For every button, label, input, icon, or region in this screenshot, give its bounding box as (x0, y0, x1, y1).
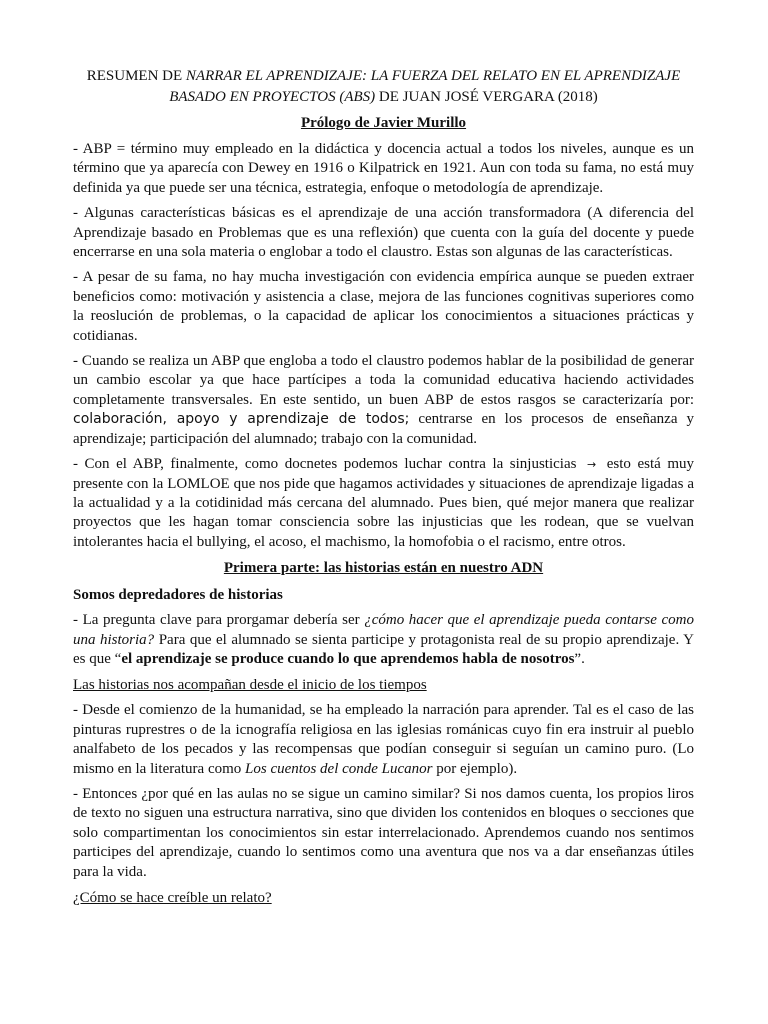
subheading-underlined: ¿Cómo se hace creíble un relato? (73, 890, 272, 906)
paragraph-text: - Con el ABP, finalmente, como docnetes podemos luchar contra la sinjusticias (73, 456, 584, 473)
subheading: Somos depredadores de historias (73, 587, 283, 604)
paragraph (73, 701, 694, 779)
subheading-underlined: Las historias nos acompañan desde el inicio de los tiempos (73, 677, 427, 694)
paragraph-text: - A pesar de su fama, no hay mucha investigación con evidencia empírica aunque se pueden extraer beneficios como: motivación y asistencia a clase, mejora de las funciones cognitivas superiores como la reoslución de problemas, o la capacidad de aplicar los conocimientos a situaciones prácticas y cotidianas. (73, 269, 694, 344)
paragraph-text: Para que el alumnado se sienta participe y protagonista real de su propio aprendizaje. Y es que “ (73, 631, 694, 667)
paragraph (73, 611, 694, 669)
paragraph (73, 352, 694, 449)
prologo-heading: Prólogo de Javier Murillo (300, 115, 467, 131)
title-prefix: RESUMEN DE (86, 68, 186, 84)
paragraph (73, 455, 694, 552)
paragraph: - ABP = término muy empleado en la didáctica y docencia actual a todos los niveles, aunque es un término que ya aparecía con Dewey en 1916 o Kilpatrick en 1921. Aun con toda su fama, no está muy definida ya que puede ser una técnica, estrategia, enfoque o metodología de aprendizaje. (73, 141, 694, 196)
paragraph (73, 268, 694, 346)
paragraph-italic: ¿cómo hacer que el aprendizaje pueda contarse como una historia? (73, 612, 694, 648)
paragraph-italic: Los cuentos del conde Lucanor (245, 760, 433, 777)
arrow-right-icon: → (587, 458, 597, 472)
title-book-name: NARRAR EL APRENDIZAJE: LA FUERZA DEL RELATO EN EL APRENDIZAJE BASADO EN PROYECTOS (ABS) (169, 68, 681, 105)
paragraph-text: - Desde el comienzo de la humanidad, se ha empleado la narración para aprender. Tal es el caso de las pinturas ruprestres o de la icnografía religiosa en las iglesias románicas cuyo fin era instruir al pueblo analfabeto de los pecados y las recompensas que podían conseguir si seguían un camino puro. (Lo mismo en la literatura como (73, 702, 694, 777)
paragraph-text: - Cuando se realiza un ABP que engloba a todo el claustro podemos hablar de la posibilidad de generar un cambio escolar ya que hace partícipes a toda la comunidad educativa haciendo actividades completamente transversales. En este sentido, un buen ABP de estos rasgos se caracterizaría por: (73, 353, 694, 408)
paragraph-text: centrarse en los procesos de enseñanza y aprendizaje; participación del alumnado; trabajo con la comunidad. (73, 411, 694, 447)
paragraph-text: por ejemplo). (432, 760, 518, 777)
section-heading: Primera parte: las historias están en nuestro ADN (223, 560, 544, 577)
paragraph-bold: el aprendizaje se produce cuando lo que aprendemos habla de nosotros (121, 650, 575, 667)
document-title (73, 66, 694, 108)
paragraph-text: esto está muy presente con la LOMLOE que nos pide que hagamos actividades y situaciones de aprendizaje ligadas a la actualidad y a la cotidinidad más cercana del alumnado. Pues bien, qué mejor manera que realizar proyectos que les hagan tomar consciencia sobre las injusticias que les rodean, que se vuelvan intolerantes hacia el bullying, el acoso, el machismo, la homofobia o el racismo, entre otros. (73, 456, 694, 550)
paragraph-text-sans: colaboración, apoyo y aprendizaje de todos; (73, 411, 410, 428)
paragraph-text: - La pregunta clave para prorgamar debería ser (73, 612, 365, 629)
paragraph: - Algunas características básicas es el aprendizaje de una acción transformadora (A diferencia del Aprendizaje basado en Problemas que es una reflexión) que cuenta con la guía del docente y puede encerrarse en una sola materia o englobar a todo el claustro. Estas son algunas de las características. (73, 205, 694, 261)
title-suffix: DE JUAN JOSÉ VERGARA (2018) (375, 89, 598, 105)
paragraph-text: ”. (574, 650, 585, 667)
paragraph: - Entonces ¿por qué en las aulas no se sigue un camino similar? Si nos damos cuenta, los propios liros de texto no siguen una estructura narrativa, sino que dividen los contenidos en bloques o secciones que solo compartimentan los conocimientos sin estar interrelacionado. Aprendemos cuando nos sentimos participes del aprendizaje, cuando lo sentimos como una aventura que nos va a dar enseñanzas útiles para la vida. (73, 785, 694, 880)
